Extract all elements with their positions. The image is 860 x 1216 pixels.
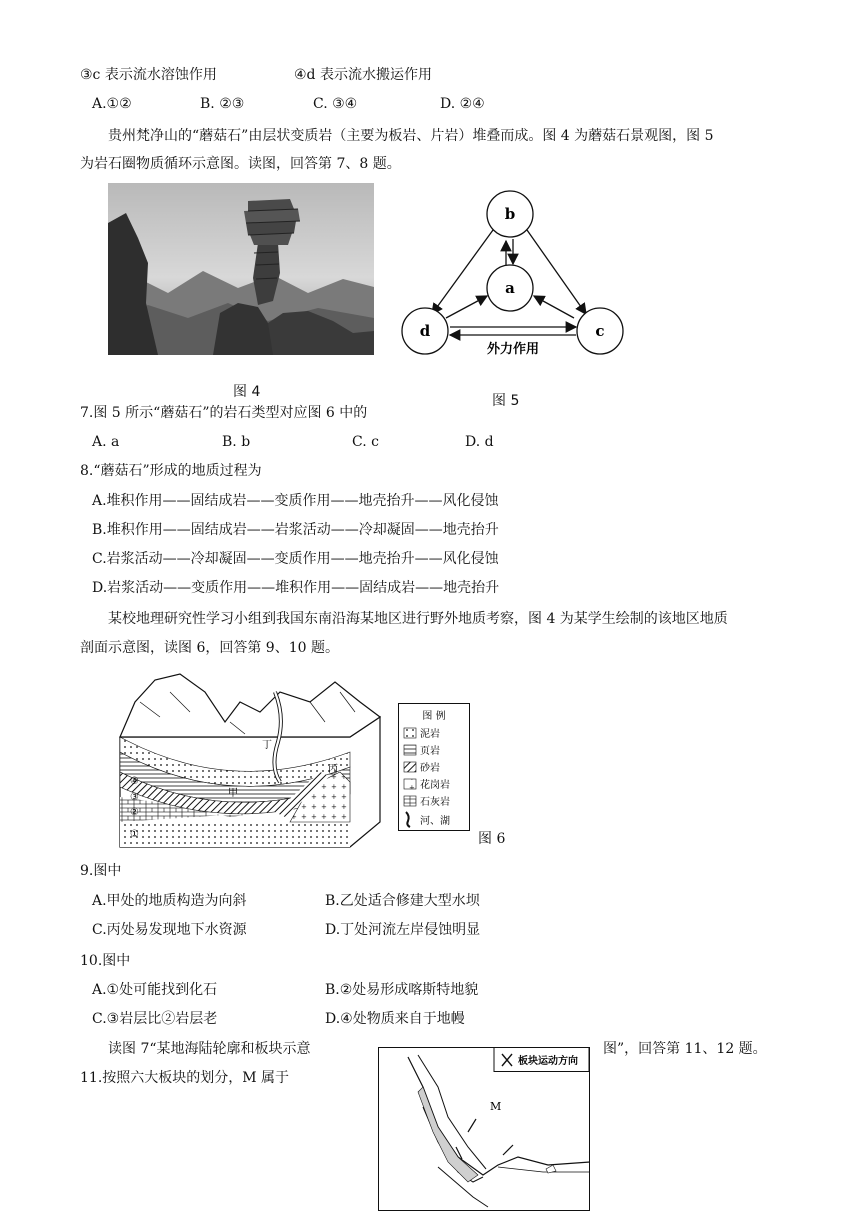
q8-stem: 8.“蘑菇石”形成的地质过程为: [80, 463, 262, 479]
q6-choice-a: A.①②: [92, 96, 132, 112]
q7-choice-b: B. b: [222, 434, 251, 450]
q6-choice-b: B. ②③: [200, 96, 245, 112]
figure4-caption: 图 4: [233, 384, 261, 400]
q10-choice-b: B.②处易形成喀斯特地貌: [325, 982, 479, 998]
label-n2: ②: [130, 807, 139, 818]
q9-choice-a: A.甲处的地质构造为向斜: [92, 893, 247, 909]
q10-choice-c: C.③岩层比②岩层老: [92, 1011, 218, 1027]
legend-title: 图 例: [422, 711, 446, 722]
q9-stem: 9.图中: [80, 863, 122, 879]
label-n3: ③: [130, 792, 139, 803]
label-ding: 丁: [262, 740, 272, 751]
figure5-caption: 图 5: [492, 393, 520, 409]
q7-choice-c: C. c: [352, 434, 379, 450]
label-m: M: [490, 1100, 502, 1113]
q9-choice-c: C.丙处易发现地下水资源: [92, 922, 247, 938]
q8-choice-b: B.堆积作用——固结成岩——岩浆活动——冷却凝固——地壳抬升: [92, 522, 499, 538]
label-n1: ①: [130, 829, 139, 840]
q6-option-4: ④d 表示流水搬运作用: [294, 67, 432, 83]
figure7-legend-label: 板块运动方向: [518, 1056, 578, 1067]
legend-item-limestone: 石灰岩: [420, 797, 450, 808]
q10-choice-a: A.①处可能找到化石: [92, 982, 218, 998]
label-n4: ④: [130, 776, 139, 787]
node-c-label: c: [595, 322, 605, 340]
label-jia: 甲: [228, 788, 238, 799]
q9-choice-d: D.丁处河流左岸侵蚀明显: [325, 922, 481, 938]
q7-choice-a: A. a: [92, 434, 120, 450]
edge-b-to-c: [527, 230, 586, 314]
figure6-geologic-profile: [110, 672, 390, 852]
q8-choice-c: C.岩浆活动——冷却凝固——变质作用——地壳抬升——风化侵蚀: [92, 551, 499, 567]
passage-11-12-part1: 读图 7“某地海陆轮廓和板块示意: [108, 1041, 311, 1057]
edge-label-external-force: 外力作用: [486, 342, 540, 357]
passage-9-10-line1: 某校地理研究性学习小组到我国东南沿海某地区进行野外地质考察，图 4 为某学生绘制的该地区地质: [108, 611, 728, 627]
figure5-rock-cycle-diagram: [400, 188, 630, 360]
edge-c-to-a: [534, 296, 574, 318]
label-bing: 丙: [328, 764, 338, 775]
edge-b-to-d: [432, 230, 493, 314]
q7-stem: 7.图 5 所示“蘑菇石”的岩石类型对应图 6 中的: [80, 405, 368, 421]
legend-item-granite: 花岗岩: [420, 780, 450, 791]
passage-11-12-part2: 图”，回答第 11、12 题。: [603, 1041, 767, 1057]
legend-item-mudstone: 泥岩: [420, 729, 440, 740]
q11-stem: 11.按照六大板块的划分，M 属于: [80, 1070, 290, 1086]
figure4-mushroom-rock-photo: [108, 183, 374, 355]
q10-stem: 10.图中: [80, 953, 131, 969]
legend-item-shale: 页岩: [420, 746, 440, 757]
q6-choice-c: C. ③④: [313, 96, 358, 112]
q9-choice-b: B.乙处适合修建大型水坝: [325, 893, 480, 909]
passage-9-10-line2: 剖面示意图，读图 6，回答第 9、10 题。: [80, 640, 339, 656]
q8-choice-d: D.岩浆活动——变质作用——堆积作用——固结成岩——地壳抬升: [92, 580, 500, 596]
passage-7-8-line2: 为岩石圈物质循环示意图。读图，回答第 7、8 题。: [80, 156, 401, 172]
q7-choice-d: D. d: [465, 434, 494, 450]
q10-choice-d: D.④处物质来自于地幔: [325, 1011, 465, 1027]
passage-7-8-line1: 贵州梵净山的“蘑菇石”由层状变质岩（主要为板岩、片岩）堆叠而成。图 4 为蘑菇石景观图，图 5: [108, 128, 714, 144]
q6-option-3: ③c 表示流水溶蚀作用: [80, 67, 217, 83]
node-a-label: a: [505, 279, 515, 297]
legend-item-sandstone: 砂岩: [420, 763, 440, 774]
q8-choice-a: A.堆积作用——固结成岩——变质作用——地壳抬升——风化侵蚀: [92, 493, 499, 509]
figure7-plate-map: [378, 1047, 590, 1211]
legend-item-river-lake: 河、湖: [420, 816, 450, 827]
figure6-caption: 图 6: [478, 831, 506, 847]
q6-choice-d: D. ②④: [440, 96, 485, 112]
node-b-label: b: [504, 205, 516, 223]
edge-d-to-a: [446, 296, 487, 318]
figure6-legend: [398, 703, 470, 831]
node-d-label: d: [419, 322, 431, 340]
